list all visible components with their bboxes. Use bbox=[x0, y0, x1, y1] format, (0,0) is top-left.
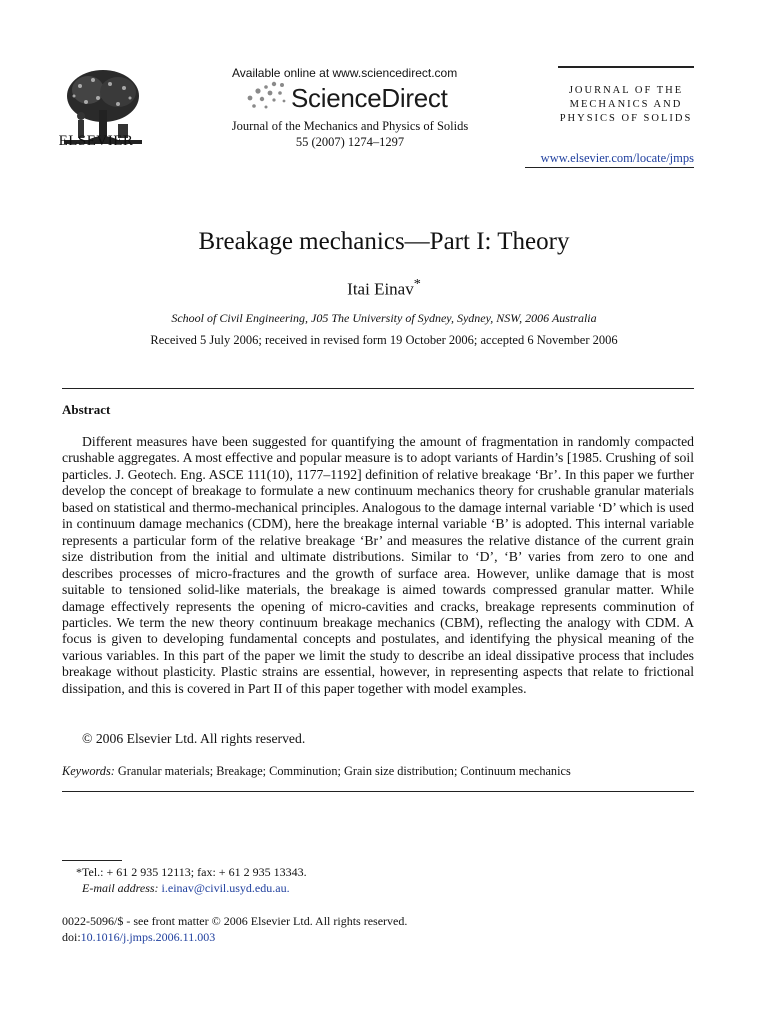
header-divider bbox=[525, 167, 694, 168]
doi-link[interactable]: 10.1016/j.jmps.2006.11.003 bbox=[80, 930, 216, 944]
front-matter-line: 0022-5096/$ - see front matter © 2006 Elsevier Ltd. All rights reserved. bbox=[62, 914, 408, 928]
author-name: Itai Einav bbox=[347, 279, 414, 299]
sciencedirect-wordmark: ScienceDirect bbox=[291, 83, 448, 113]
journal-caps-title bbox=[556, 84, 696, 126]
abstract-heading: Abstract bbox=[62, 402, 111, 417]
abstract-top-rule bbox=[62, 388, 694, 389]
journal-issue: 55 (2007) 1274–1297 bbox=[295, 135, 405, 149]
journal-box-rule bbox=[558, 66, 694, 68]
article-title: Breakage mechanics—Part I: Theory bbox=[198, 228, 570, 255]
email-link[interactable]: i.einav@civil.usyd.edu.au. bbox=[161, 881, 290, 895]
email-label: E-mail address: bbox=[82, 881, 159, 895]
journal-name: Journal of the Mechanics and Physics of Solids bbox=[231, 119, 469, 133]
footnote-email bbox=[82, 881, 290, 896]
journal-url-link[interactable]: www.elsevier.com/locate/jmps bbox=[540, 151, 694, 165]
keywords-line bbox=[62, 764, 571, 779]
author-line bbox=[0, 276, 768, 300]
abstract-bottom-rule bbox=[62, 791, 694, 792]
doi-line bbox=[62, 930, 215, 945]
footnote-rule bbox=[62, 860, 122, 861]
abstract-body: Different measures have been suggested for quantifying the amount of fragmentation in randomly compacted crushable aggregates. A most effective and popular measure is to adopt variants of Hardin’s [1985. Crushing of soil particles. J. Geotech. Eng. ASCE 111(10), 1177–1192] definition of relative breakage ‘Br’. In this paper we further develop the concept of breakage to formulate a new continuum mechanics theory for crushable granular materials based on statistical and thermo-mechanical principles. Analogous to the damage internal variable ‘D’ which is used in continuum damage mechanics (CDM), here the breakage internal variable ‘B’ is adopted. This internal variable represents a particular form of the relative breakage ‘Br’ and measures the relative distance of the current grain size distribution from the initial and ultimate distributions. Similar to ‘D’, ‘B’ varies from zero to one and describes processes of micro-fractures and the growth of surface area. However, unlike damage that is most suitable to tensioned solid-like materials, the breakage is aimed towards compressed granular matter. While damage effectively represents the opening of micro-cavities and cracks, breakage represents comminution of particles. We term the new theory continuum breakage mechanics (CBM), reflecting the analogy with CDM. A focus is given to developing fundamental concepts and postulates, and identifying the physical meaning of the various variables. In this part of the paper we limit the study to describe an ideal dissipative process that includes breakage without plasticity. Plastic strains are essential, however, in representing aspects that relate to frictional dissipation, and this is covered in Part II of this paper together with model examples. bbox=[62, 434, 694, 696]
received-dates: Received 5 July 2006; received in revised form 19 October 2006; accepted 6 November 2006 bbox=[150, 333, 618, 347]
journal-caps-line: PHYSICS OF SOLIDS bbox=[559, 113, 693, 124]
publisher-name: ELSEVIER bbox=[58, 133, 134, 149]
keywords-list: Granular materials; Breakage; Comminution; Grain size distribution; Continuum mechanics bbox=[117, 764, 571, 778]
keywords-label: Keywords: bbox=[62, 764, 115, 778]
available-online-text[interactable]: Available online at www.sciencedirect.com bbox=[232, 66, 458, 80]
journal-caps-line: JOURNAL OF THE bbox=[568, 85, 684, 96]
author-footnote-mark[interactable]: * bbox=[413, 276, 421, 292]
author-affiliation: School of Civil Engineering, J05 The University of Sydney, Sydney, NSW, 2006 Australia bbox=[171, 311, 597, 325]
journal-caps-line: MECHANICS AND bbox=[569, 99, 683, 110]
sciencedirect-dots-icon bbox=[244, 80, 290, 112]
footnote-tel: *Tel.: + 61 2 935 12113; fax: + 61 2 935 13343. bbox=[76, 865, 307, 879]
abstract-copyright: © 2006 Elsevier Ltd. All rights reserved. bbox=[82, 731, 306, 746]
doi-label: doi: bbox=[62, 930, 81, 944]
